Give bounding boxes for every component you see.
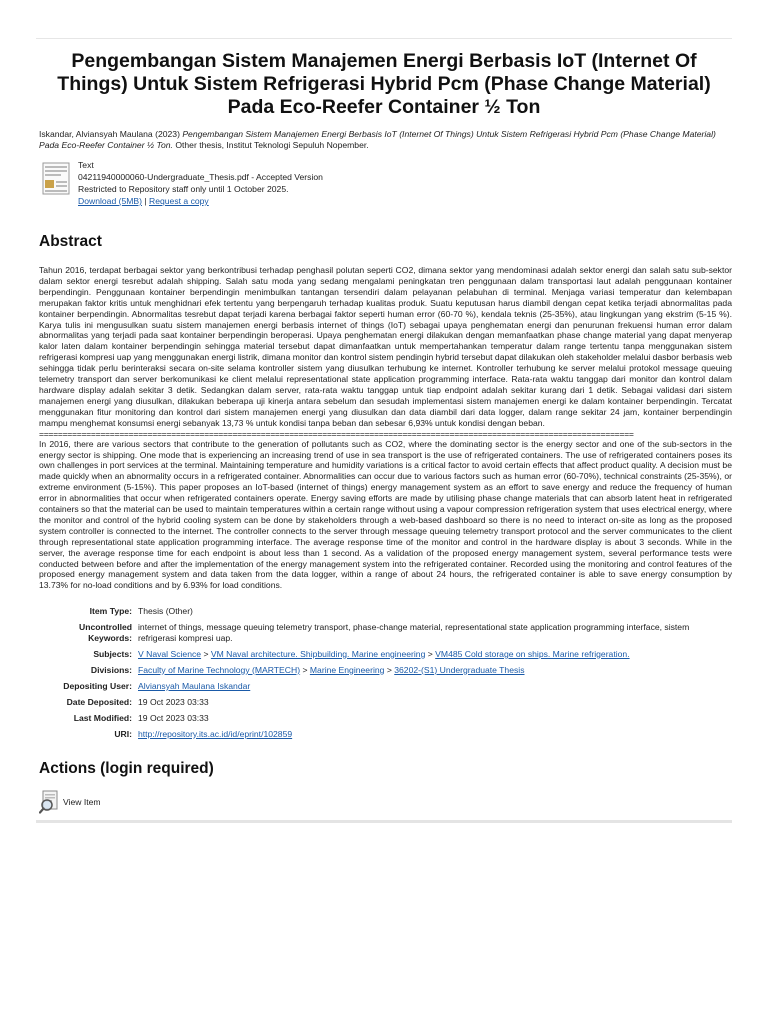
date-deposited-label: Date Deposited:	[66, 696, 132, 707]
meta-row-last-modified	[36, 710, 732, 726]
subject-link[interactable]: V Naval Science	[138, 648, 202, 659]
subjects-value: V Naval Science > VM Naval architecture. Shipbuilding. Marine engineering > VM485 Cold storage on ships. Marine refrigeration.	[138, 648, 630, 659]
keywords-label: Uncontrolled Keywords:	[79, 621, 132, 643]
document-restriction: Restricted to Repository staff only until 1 October 2025.	[78, 184, 289, 194]
document-entry	[36, 159, 732, 207]
request-copy-link[interactable]: Request a copy	[149, 196, 209, 206]
depositing-user-label: Depositing User:	[63, 680, 132, 691]
eprint-page	[36, 0, 732, 823]
view-item-action[interactable]	[36, 790, 732, 814]
uri-link[interactable]: http://repository.its.ac.id/id/eprint/102859	[138, 728, 293, 739]
meta-row-depositing-user	[36, 678, 732, 694]
item-type-value: Thesis (Other)	[138, 605, 193, 616]
top-divider	[36, 38, 732, 39]
item-type-label: Item Type:	[89, 605, 132, 616]
divisions-value: Faculty of Marine Technology (MARTECH) > Marine Engineering > 36202-(S1) Undergraduate Thesis	[138, 664, 525, 675]
abstract-heading: Abstract	[39, 233, 102, 250]
link-separator: |	[144, 196, 147, 206]
view-item-label[interactable]: View Item	[63, 797, 101, 808]
citation-authors: Iskandar, Alviansyah Maulana (2023)	[39, 129, 180, 139]
abstract-separator: ==============================================================================================================================	[39, 428, 634, 439]
divisions-label: Divisions:	[90, 664, 132, 675]
document-filename: 04211940000060-Undergraduate_Thesis.pdf - Accepted Version	[78, 172, 323, 182]
meta-row-uri	[36, 726, 732, 742]
division-link[interactable]: Marine Engineering	[309, 664, 385, 675]
meta-row-item-type	[36, 603, 732, 619]
uri-label: URI:	[114, 728, 132, 739]
keywords-value: internet of things, message queuing telemetry transport, phase-change material, representational state application programming interface, sistem refrigerasi kompresi uap.	[138, 621, 690, 643]
division-link[interactable]: Faculty of Marine Technology (MARTECH)	[138, 664, 301, 675]
citation-title: Pengembangan Sistem Manajemen Energi Berbasis IoT (Internet Of Things) Untuk Sistem Refrigerasi Hybrid Pcm (Phase Change Material) Pada Eco-Reefer Container ½ Ton.	[39, 129, 716, 150]
document-type: Text	[78, 160, 94, 170]
subject-link[interactable]: VM485 Cold storage on ships. Marine refrigeration.	[435, 648, 630, 659]
document-details	[78, 159, 323, 207]
actions-heading: Actions (login required)	[39, 760, 214, 778]
meta-row-keywords	[36, 619, 732, 646]
meta-row-date-deposited	[36, 694, 732, 710]
depositing-user-link[interactable]: Alviansyah Maulana Iskandar	[138, 680, 251, 691]
metadata-table	[36, 603, 732, 742]
meta-row-divisions	[36, 662, 732, 678]
bottom-divider	[36, 820, 732, 823]
subjects-label: Subjects:	[93, 648, 132, 659]
abstract-indonesian: Tahun 2016, terdapat berbagai sektor yang berkontribusi terhadap penghasil polutan seperti CO2, dimana sektor yang mendominasi adalah sektor energi dan salah satu sub-sektor dalam sektor energi tesrebut adalah shipping. Salah satu moda yang sedang mengalami peningkatan tren penggunaan dalam transportasi laut adalah penggunaan kontainer berpendingin. Penggunaan kontainer berpendingin menimbulkan tantangan tersendiri dalam pelayanan pelabuhan di terminal. Menjaga variasi temperatur dan kelembapan merupakan faktor kritis untuk menghidnari efek tertentu yang berpengaruh terhadap kualitas produk. Suatu keputusan harus diambil dengan cepat ketika terjadi abnormalitas pada kontainer berpendingin. Abnormalitas tesrebut dapat terjadi karena berbagai faktor seperti human error (60-70 %), kendala teknis (25-35%), atau lingkungan yang ekstrim (5-15 %). Karya tulis ini mengusulkan suatu sistem manajemen energi berbasis internet of things (IoT) sebagai upaya penghematan energi dan penurunan frekuensi human error dalam abnormalitas yang terjadi pada saat kontainer berpendingin beroperasi. Upaya penghematan energi dilakukan dengan memanfaatkan phase change material yang dapat menyerap kalor laten dalam kontainer berpendingin sehingga material tersebut dapat dimanfaatkan untuk mempertahankan temperatur dalam range tertentu tanpa menggunakan sistem refrigerasi kompresi uap yang menggunakan energi listrik, dimana monitor dan kontrol sistem pendingin hybrid tersebut dapat dilakukan oleh stakeholder melalui dasbor berbasis web sehingga tidak perlu berinteraksi secara on-site selama kontroller sistem yang diusulkan terhubung ke internet. Kontroller terhubung ke server melalui protokol message queuing telemetry transport dan server berkomunikasi ke client melalui representational state application programming interface. Rata-rata waktu tanggap dari monitor dan kontrol dalam hardware display adalah sekitar 3 detik. Sedangkan dalam server, rata-rata waktu tanggap untuk tiap endpoint adalah sekitar kurang dari 1 detik. Sebagai validasi dari sistem manajemen energi yang diusulkan, dilakukan beberapa uji kinerja antara sebelum dan sesudah implementasi sistem manajemen energi ke dalam kontainer berpendingin. Tercatat menggunakan fitur monitoring dan kontrol dari sistem manajemen energi yang diusulkan dan data diambil dari data logger, dalam range sekitar 24 jam, kontainer berpendingin mampu menghemat konsumsi energi sebanyak 13,73 % untuk kondisi tanpa beban dan sebesar 6,93% untuk kondisi dengan beban.	[39, 265, 732, 428]
citation-suffix: Other thesis, Institut Teknologi Sepuluh Nopember.	[175, 140, 369, 150]
date-deposited-value: 19 Oct 2023 03:33	[138, 696, 209, 707]
page-title: Pengembangan Sistem Manajemen Energi Berbasis IoT (Internet Of Things) Untuk Sistem Refrigerasi Hybrid Pcm (Phase Change Material) Pada Eco-Reefer Container ½ Ton	[57, 50, 711, 118]
download-link[interactable]: Download (5MB)	[78, 196, 142, 206]
document-pdf-icon[interactable]	[42, 162, 70, 195]
last-modified-value: 19 Oct 2023 03:33	[138, 712, 209, 723]
citation	[36, 129, 732, 151]
abstract-english: In 2016, there are various sectors that contribute to the generation of pollutants such as CO2, where the dominating sector is the energy sector and one of the sub-sectors in the energy sector is shipping. One mode that is experiencing an increasing trend of use in sea transport is the use of refrigerated containers. The use of refrigerated containers poses its own challenges in port services at the terminal. Maintaining temperature and humidity variations is a critical factor to avoid certain effects that affect product quality. A decision must be made quickly when an abnormality occurs in a refrigerated container. Abnormalities can occur due to various factors such as human error (60-70%), technical constraints (25-35%), or extreme environment (5-15%). This paper proposes an IoT-based (internet of things) energy management system as an effort to save energy and reduce the frequency of human error in abnormalities that occur when refrigerated containers operate. Energy saving efforts are made by utilising phase change materials that can absorb latent heat in refrigerated containers so that the material can be used to maintain temperatures within a certain range without using a vapour compression refrigeration system that uses electrical energy, where the monitor and control of the hybrid cooling system can be done by stakeholders through a web-based dashboard so there is no need to interact on-site as long as the proposed system controller is connected to the internet. The controller connects to the server through message queuing telemetry transport protocol and the server communicates to the client through representational state application programming interface. The average response time of the monitor and control in the hardware display is about 3 seconds. While in the server, the average response time for each endpoint is about less than 1 second. As a validation of the proposed energy management system, several performance tests were conducted between before and after the implementation of the energy management system into the refrigerated container. Recorded using the monitoring and control features of the proposed energy management system and data taken from the data logger, within a range of about 24 hours, the refrigerated container is able to save energy consumption by 13.73% for no-load conditions and by 6.93% for load conditions.	[39, 438, 732, 591]
division-link[interactable]: 36202-(S1) Undergraduate Thesis	[394, 664, 525, 675]
meta-row-subjects	[36, 646, 732, 662]
subject-link[interactable]: VM Naval architecture. Shipbuilding. Marine engineering	[210, 648, 426, 659]
document-links	[78, 195, 323, 207]
last-modified-label: Last Modified:	[73, 712, 132, 723]
magnifier-document-icon[interactable]	[39, 790, 61, 814]
